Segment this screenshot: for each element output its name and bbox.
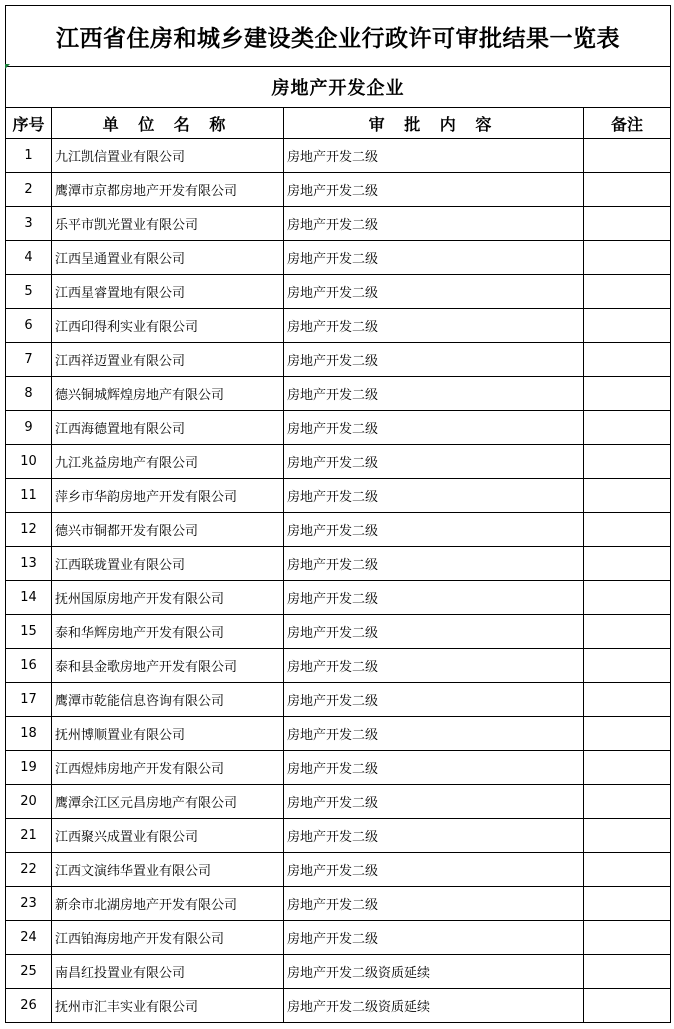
company-name[interactable]: 江西印得利实业有限公司 (52, 309, 284, 343)
remark-cell[interactable] (584, 615, 671, 649)
approval-content[interactable]: 房地产开发二级 (284, 343, 584, 377)
approval-table (5, 5, 671, 1023)
row-number[interactable]: 9 (6, 411, 52, 445)
table-row (6, 683, 671, 717)
table-row (6, 615, 671, 649)
table-row (6, 173, 671, 207)
approval-content[interactable]: 房地产开发二级 (284, 513, 584, 547)
remark-cell[interactable] (584, 989, 671, 1023)
company-name[interactable]: 德兴市铜都开发有限公司 (52, 513, 284, 547)
remark-cell[interactable] (584, 547, 671, 581)
remark-cell[interactable] (584, 479, 671, 513)
remark-cell[interactable] (584, 343, 671, 377)
company-name[interactable]: 新余市北湖房地产开发有限公司 (52, 887, 284, 921)
remark-cell[interactable] (584, 173, 671, 207)
table-row (6, 581, 671, 615)
company-name[interactable]: 九江兆益房地产有限公司 (52, 445, 284, 479)
header-name[interactable]: 单 位 名 称 (52, 108, 284, 139)
table-row (6, 513, 671, 547)
remark-cell[interactable] (584, 581, 671, 615)
remark-cell[interactable] (584, 241, 671, 275)
approval-content[interactable]: 房地产开发二级 (284, 649, 584, 683)
row-number[interactable]: 15 (6, 615, 52, 649)
remark-cell[interactable] (584, 785, 671, 819)
section-title[interactable]: 房地产开发企业 (6, 67, 671, 108)
approval-content[interactable]: 房地产开发二级 (284, 581, 584, 615)
table-row (6, 989, 671, 1023)
header-no[interactable]: 序号 (6, 108, 52, 139)
row-number[interactable]: 17 (6, 683, 52, 717)
row-number[interactable]: 26 (6, 989, 52, 1023)
company-name[interactable]: 泰和县金歌房地产开发有限公司 (52, 649, 284, 683)
remark-cell[interactable] (584, 445, 671, 479)
approval-content[interactable]: 房地产开发二级 (284, 751, 584, 785)
cell-marker-icon (5, 64, 10, 69)
approval-content[interactable]: 房地产开发二级 (284, 785, 584, 819)
remark-cell[interactable] (584, 377, 671, 411)
approval-content[interactable]: 房地产开发二级 (284, 445, 584, 479)
table-body (6, 139, 671, 1023)
row-number[interactable]: 24 (6, 921, 52, 955)
company-name[interactable]: 鹰潭余江区元昌房地产有限公司 (52, 785, 284, 819)
approval-content[interactable]: 房地产开发二级 (284, 275, 584, 309)
approval-content[interactable]: 房地产开发二级 (284, 887, 584, 921)
approval-content[interactable]: 房地产开发二级 (284, 819, 584, 853)
company-name[interactable]: 九江凯信置业有限公司 (52, 139, 284, 173)
company-name[interactable]: 江西星睿置地有限公司 (52, 275, 284, 309)
approval-content[interactable]: 房地产开发二级资质延续 (284, 989, 584, 1023)
table-row (6, 139, 671, 173)
company-name[interactable]: 德兴铜城辉煌房地产有限公司 (52, 377, 284, 411)
company-name[interactable]: 江西铂海房地产开发有限公司 (52, 921, 284, 955)
table-row (6, 547, 671, 581)
remark-cell[interactable] (584, 649, 671, 683)
table-title[interactable]: 江西省住房和城乡建设类企业行政许可审批结果一览表 (6, 6, 671, 67)
row-number[interactable]: 3 (6, 207, 52, 241)
remark-cell[interactable] (584, 275, 671, 309)
table-row (6, 819, 671, 853)
table-row (6, 955, 671, 989)
approval-content[interactable]: 房地产开发二级 (284, 921, 584, 955)
approval-content[interactable]: 房地产开发二级 (284, 411, 584, 445)
company-name[interactable]: 江西文演纬华置业有限公司 (52, 853, 284, 887)
remark-cell[interactable] (584, 819, 671, 853)
row-number[interactable]: 2 (6, 173, 52, 207)
table-row (6, 853, 671, 887)
company-name[interactable]: 江西祥迈置业有限公司 (52, 343, 284, 377)
remark-cell[interactable] (584, 717, 671, 751)
row-number[interactable]: 8 (6, 377, 52, 411)
company-name[interactable]: 江西煜炜房地产开发有限公司 (52, 751, 284, 785)
remark-cell[interactable] (584, 751, 671, 785)
company-name[interactable]: 乐平市凯光置业有限公司 (52, 207, 284, 241)
row-number[interactable]: 6 (6, 309, 52, 343)
table-row (6, 241, 671, 275)
row-number[interactable]: 7 (6, 343, 52, 377)
table-row (6, 785, 671, 819)
remark-cell[interactable] (584, 309, 671, 343)
remark-cell[interactable] (584, 955, 671, 989)
company-name[interactable]: 江西呈通置业有限公司 (52, 241, 284, 275)
row-number[interactable]: 13 (6, 547, 52, 581)
row-number[interactable]: 19 (6, 751, 52, 785)
approval-content[interactable]: 房地产开发二级资质延续 (284, 955, 584, 989)
remark-cell[interactable] (584, 513, 671, 547)
header-remark[interactable]: 备注 (584, 108, 671, 139)
approval-content[interactable]: 房地产开发二级 (284, 241, 584, 275)
row-number[interactable]: 11 (6, 479, 52, 513)
table-row (6, 445, 671, 479)
company-name[interactable]: 江西聚兴成置业有限公司 (52, 819, 284, 853)
row-number[interactable]: 23 (6, 887, 52, 921)
header-row (6, 108, 671, 139)
table-row (6, 343, 671, 377)
company-name[interactable]: 江西海德置地有限公司 (52, 411, 284, 445)
remark-cell[interactable] (584, 887, 671, 921)
approval-content[interactable]: 房地产开发二级 (284, 683, 584, 717)
row-number[interactable]: 1 (6, 139, 52, 173)
approval-content[interactable]: 房地产开发二级 (284, 139, 584, 173)
approval-content[interactable]: 房地产开发二级 (284, 853, 584, 887)
table-row (6, 887, 671, 921)
company-name[interactable]: 江西联珑置业有限公司 (52, 547, 284, 581)
remark-cell[interactable] (584, 853, 671, 887)
remark-cell[interactable] (584, 921, 671, 955)
company-name[interactable]: 泰和华辉房地产开发有限公司 (52, 615, 284, 649)
company-name[interactable]: 南昌红投置业有限公司 (52, 955, 284, 989)
company-name[interactable]: 鹰潭市京都房地产开发有限公司 (52, 173, 284, 207)
row-number[interactable]: 4 (6, 241, 52, 275)
approval-content[interactable]: 房地产开发二级 (284, 717, 584, 751)
company-name[interactable]: 萍乡市华韵房地产开发有限公司 (52, 479, 284, 513)
approval-content[interactable]: 房地产开发二级 (284, 377, 584, 411)
table-row (6, 921, 671, 955)
row-number[interactable]: 14 (6, 581, 52, 615)
row-number[interactable]: 20 (6, 785, 52, 819)
table-row (6, 717, 671, 751)
remark-cell[interactable] (584, 207, 671, 241)
title-row (6, 6, 671, 67)
row-number[interactable]: 25 (6, 955, 52, 989)
approval-content[interactable]: 房地产开发二级 (284, 479, 584, 513)
row-number[interactable]: 12 (6, 513, 52, 547)
row-number[interactable]: 18 (6, 717, 52, 751)
company-name[interactable]: 抚州市汇丰实业有限公司 (52, 989, 284, 1023)
table-row (6, 275, 671, 309)
approval-content[interactable]: 房地产开发二级 (284, 309, 584, 343)
remark-cell[interactable] (584, 411, 671, 445)
approval-content[interactable]: 房地产开发二级 (284, 547, 584, 581)
header-content[interactable]: 审 批 内 容 (284, 108, 584, 139)
spreadsheet (5, 5, 670, 1023)
company-name[interactable]: 鹰潭市乾能信息咨询有限公司 (52, 683, 284, 717)
row-number[interactable]: 22 (6, 853, 52, 887)
row-number[interactable]: 5 (6, 275, 52, 309)
approval-content[interactable]: 房地产开发二级 (284, 207, 584, 241)
table-row (6, 751, 671, 785)
remark-cell[interactable] (584, 139, 671, 173)
table-row (6, 207, 671, 241)
table-row (6, 377, 671, 411)
row-number[interactable]: 10 (6, 445, 52, 479)
table-row (6, 309, 671, 343)
remark-cell[interactable] (584, 683, 671, 717)
approval-content[interactable]: 房地产开发二级 (284, 173, 584, 207)
row-number[interactable]: 21 (6, 819, 52, 853)
table-row (6, 411, 671, 445)
table-row (6, 649, 671, 683)
approval-content[interactable]: 房地产开发二级 (284, 615, 584, 649)
table-row (6, 479, 671, 513)
company-name[interactable]: 抚州博顺置业有限公司 (52, 717, 284, 751)
company-name[interactable]: 抚州国原房地产开发有限公司 (52, 581, 284, 615)
row-number[interactable]: 16 (6, 649, 52, 683)
section-row (6, 67, 671, 108)
